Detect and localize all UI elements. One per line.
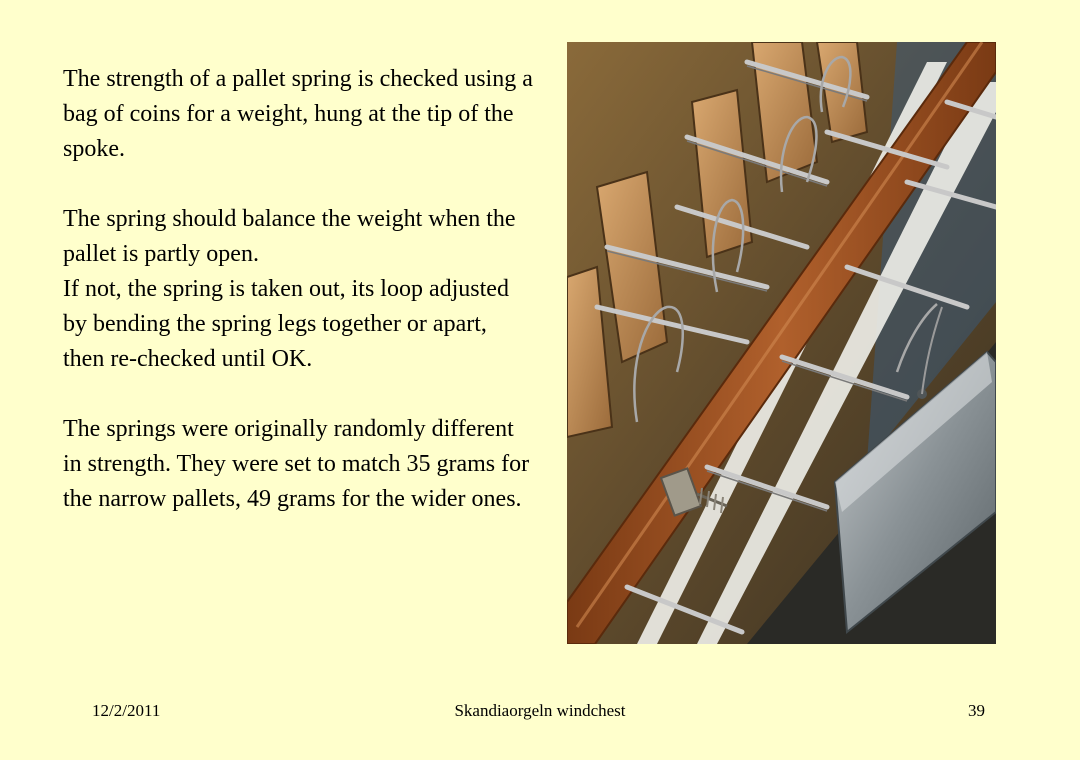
paragraph-gap <box>63 167 533 202</box>
paragraph-pallet-spring-check: The strength of a pallet spring is checked using a bag of coins for a weight, hung at the tip of the spoke. <box>63 66 533 162</box>
slide-body-text <box>63 62 533 517</box>
footer-date: 12/2/2011 <box>92 701 161 720</box>
paragraph-spring-adjustment: If not, the spring is taken out, its loop adjusted by bending the spring legs together or apart, then re-checked until OK. <box>63 276 509 372</box>
footer-title: Skandiaorgeln windchest <box>454 701 626 720</box>
paragraph-gap <box>63 377 533 412</box>
paragraph-spring-strength: The springs were originally randomly different in strength. They were set to match 35 grams for the narrow pallets, 49 grams for the wider ones. <box>63 416 530 512</box>
paragraph-spring-balance: The spring should balance the weight when the pallet is partly open. <box>63 206 516 267</box>
windchest-pallet-springs-photo <box>567 42 996 644</box>
footer-page-number: 39 <box>968 701 985 720</box>
